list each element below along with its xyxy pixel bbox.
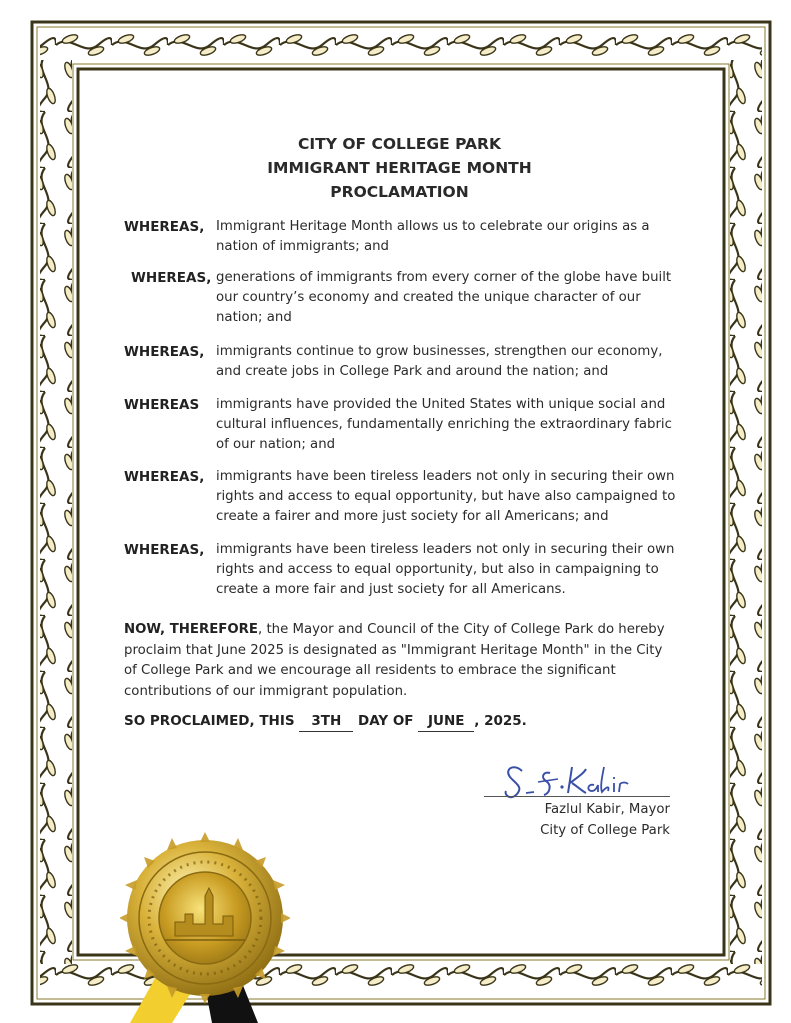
proclaimed-month: JUNE — [418, 711, 474, 732]
proclaimed-middle: DAY OF — [353, 713, 419, 729]
signature-line — [484, 796, 670, 797]
resolution-keyword: NOW, THEREFORE — [124, 622, 259, 637]
whereas-keyword: WHEREAS, — [124, 219, 205, 235]
proclaimed-line — [124, 711, 527, 732]
whereas-keyword: WHEREAS, — [131, 270, 212, 286]
proclaimed-suffix: , 2025. — [474, 713, 527, 729]
document-title-type: PROCLAMATION — [330, 183, 469, 201]
proclaimed-day: 3TH — [299, 711, 353, 732]
resolution-text: , the Mayor and Council of the City of College Park do hereby proclaim that June 2025 is designated as "Immigrant Heritage Month" in the City of College Park and we encourage all residents to embrace the significant contributions of our immigrant population. — [124, 622, 665, 699]
whereas-text: Immigrant Heritage Month allows us to celebrate our origins as a nation of immigrants; and — [216, 219, 650, 254]
whereas-keyword: WHEREAS, — [124, 542, 205, 558]
document-title-city: CITY OF COLLEGE PARK — [298, 135, 501, 153]
whereas-text: immigrants have been tireless leaders not only in securing their own rights and access to equal opportunity, but also in campaigning to create a more fair and just society for all Americans. — [216, 542, 675, 597]
proclaimed-prefix: SO PROCLAIMED, THIS — [124, 713, 300, 729]
whereas-text: generations of immigrants from every corner of the globe have built our country’s economy and created the unique character of our nation; and — [216, 270, 672, 325]
signatory-organization: City of College Park — [540, 823, 670, 838]
mayor-signature — [500, 757, 630, 805]
document-title-event: IMMIGRANT HERITAGE MONTH — [267, 159, 532, 177]
signatory-name-title: Fazlul Kabir, Mayor — [544, 802, 670, 817]
gold-seal-icon — [120, 823, 290, 1023]
whereas-keyword: WHEREAS — [124, 397, 200, 413]
signatory-block — [484, 799, 670, 841]
whereas-text: immigrants continue to grow businesses, strengthen our economy, and create jobs in College Park and around the nation; and — [216, 344, 663, 379]
whereas-text: immigrants have provided the United States with unique social and cultural influences, fundamentally enriching the extraordinary fabric of our nation; and — [216, 397, 672, 452]
whereas-keyword: WHEREAS, — [124, 469, 205, 485]
resolution-paragraph — [124, 620, 669, 702]
whereas-text: immigrants have been tireless leaders not only in securing their own rights and access to equal opportunity, but have also campaigned to create a fairer and more just society for all Americans; and — [216, 469, 676, 524]
whereas-keyword: WHEREAS, — [124, 344, 205, 360]
